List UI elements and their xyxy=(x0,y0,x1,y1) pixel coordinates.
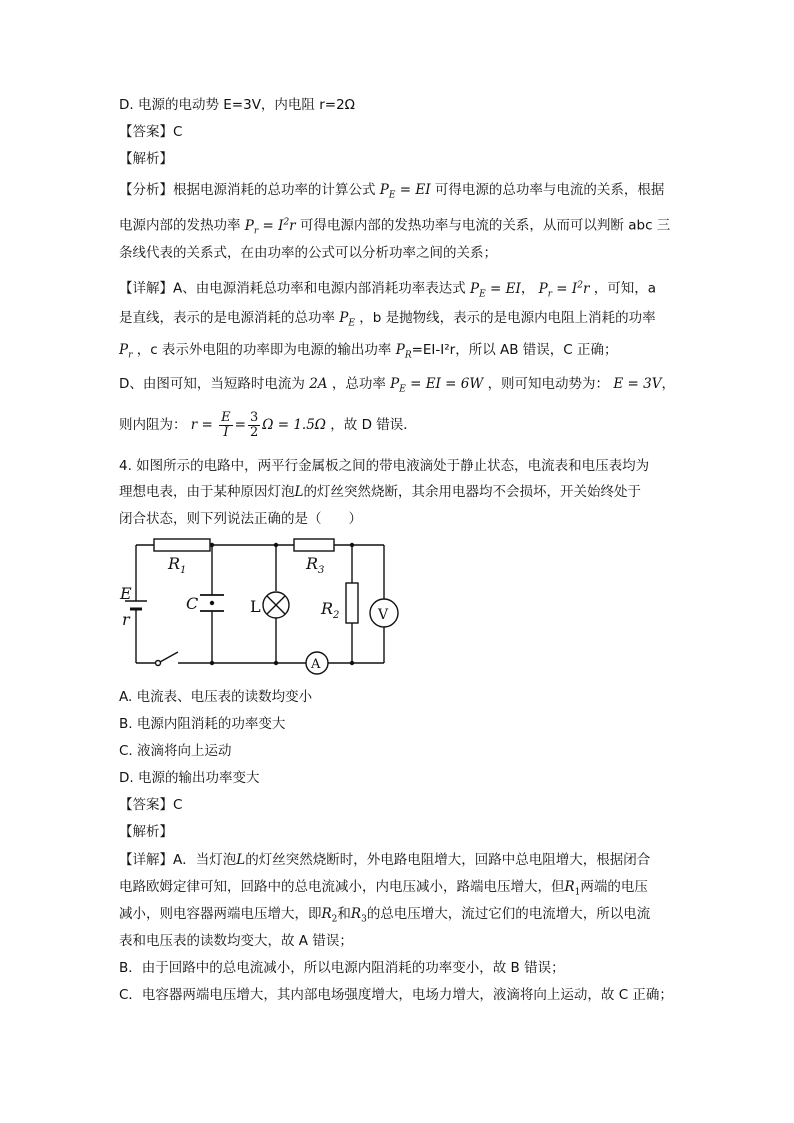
label-r3: $R_3$ xyxy=(306,554,325,576)
q3-detail-line-3: $P_r$ ，c 表示外电阻的功率即为电源的输出功率 $P_R=EI$-I²r，所以 AB 错误，C 正确； xyxy=(119,342,618,361)
resistor-r1 xyxy=(154,539,210,551)
label-lamp: L xyxy=(250,597,261,616)
q4-stem-line-3: 闭合状态，则下列说法正确的是（ ） xyxy=(119,511,362,527)
junction-dot xyxy=(350,543,354,547)
junction-dot xyxy=(350,661,354,665)
q4-detail-line-4: 表和电压表的读数均变大，故 A 错误； xyxy=(119,933,353,949)
q3-detail-line-2: 是直线，表示的是电源消耗的总功率 $P_E$ ，b 是抛物线，表示的是电源内电阻上消耗的功率 xyxy=(119,310,656,329)
formula-pr-i2r: $P_r = I^2r$ xyxy=(244,217,296,237)
q4-option-a: A. 电流表、电压表的读数均变小 xyxy=(119,689,313,705)
resistor-r3 xyxy=(294,539,334,551)
q3-answer: 【答案】C xyxy=(119,124,183,140)
q4-detail-line-1: 【详解】A．当灯泡L的灯丝突然烧断时，外电路电阻增大，回路中总电阻增大，根据闭合 xyxy=(119,852,651,868)
junction-dot xyxy=(274,543,278,547)
circuit-diagram xyxy=(112,535,402,675)
resistor-r2 xyxy=(346,583,358,623)
label-capacitor: C xyxy=(186,594,199,613)
junction-dot xyxy=(274,661,278,665)
switch-contact xyxy=(156,661,161,666)
q3-detail-line-4: D、由图可知，当短路时电流为 2A ，总功率 $P_E$ = EI = 6W ，则可知电动势为： E = 3V， xyxy=(119,376,675,395)
q4-option-b: B. 电源内阻消耗的功率变大 xyxy=(119,716,286,732)
q3-option-d: D. 电源的电动势 E=3V，内电阻 r=2Ω xyxy=(119,97,355,113)
q4-detail-line-3: 减小，则电容器两端电压增大，即$R_2$和$R_3$的总电压增大，流过它们的电流增大，所以电流 xyxy=(119,906,651,925)
label-ammeter: A xyxy=(311,657,321,672)
q3-analysis-label: 【解析】 xyxy=(119,151,173,167)
q4-detail-line-5: B．由于回路中的总电流减小，所以电源内阻消耗的功率变小，故 B 错误； xyxy=(119,960,565,976)
charged-droplet xyxy=(210,601,214,605)
q4-stem-line-2: 理想电表，由于某种原因灯泡L的灯丝突然烧断，其余用电器均不会损坏，开关始终处于 xyxy=(119,484,641,500)
q4-answer: 【答案】C xyxy=(119,797,183,813)
q3-detail-line-1: 【详解】A、由电源消耗总功率和电源内部消耗功率表达式 $P_E$ = EI， $P_r = I^2r$ ，可知，a xyxy=(119,280,657,300)
fraction-e-over-i: $\frac{E}{I}$ xyxy=(221,409,231,440)
fraction-3-over-2: $\frac{3}{2}$ xyxy=(249,409,259,440)
formula-pe-ei: $P_E$ = EI xyxy=(379,182,431,201)
q4-analysis-label: 【解析】 xyxy=(119,824,173,840)
label-voltmeter: V xyxy=(378,607,389,623)
q4-option-c: C. 液滴将向上运动 xyxy=(119,743,232,759)
q4-option-d: D. 电源的输出功率变大 xyxy=(119,770,260,786)
q3-fenxi-line-1: 【分析】根据电源消耗的总功率的计算公式 $P_E$ = EI 可得电源的总功率与电流的关系，根据 xyxy=(119,182,665,201)
junction-dot xyxy=(210,661,214,665)
junction-dot xyxy=(210,543,214,547)
label-emf: E xyxy=(120,584,132,603)
q4-detail-line-2: 电路欧姆定律可知，回路中的总电流减小，内电压减小，路端电压增大，但$R_1$两端的电压 xyxy=(119,879,648,898)
label-r2: $R_2$ xyxy=(321,599,340,621)
q4-detail-line-6: C．电容器两端电压增大，其内部电场强度增大，电场力增大，液滴将向上运动，故 C 正确； xyxy=(119,987,673,1003)
label-internal-r: r xyxy=(122,610,130,629)
q4-stem-line-1: 4. 如图所示的电路中，两平行金属板之间的带电液滴处于静止状态，电流表和电压表均为 xyxy=(119,458,650,474)
switch-blade xyxy=(160,652,178,662)
q3-detail-line-5: 则内阻为： r = $\frac{E}{I}$ = $\frac{3}{2}$ Ω = 1.5Ω ，故 D 错误． xyxy=(119,409,417,440)
q3-fenxi-line-3: 条线代表的关系式，在由功率的公式可以分析功率之间的关系； xyxy=(119,245,497,261)
q3-fenxi-line-2: 电源内部的发热功率 $P_r = I^2r$ 可得电源内部的发热功率与电流的关系，从而可以判断 abc 三 xyxy=(119,217,671,237)
label-r1: $R_1$ xyxy=(168,554,187,576)
